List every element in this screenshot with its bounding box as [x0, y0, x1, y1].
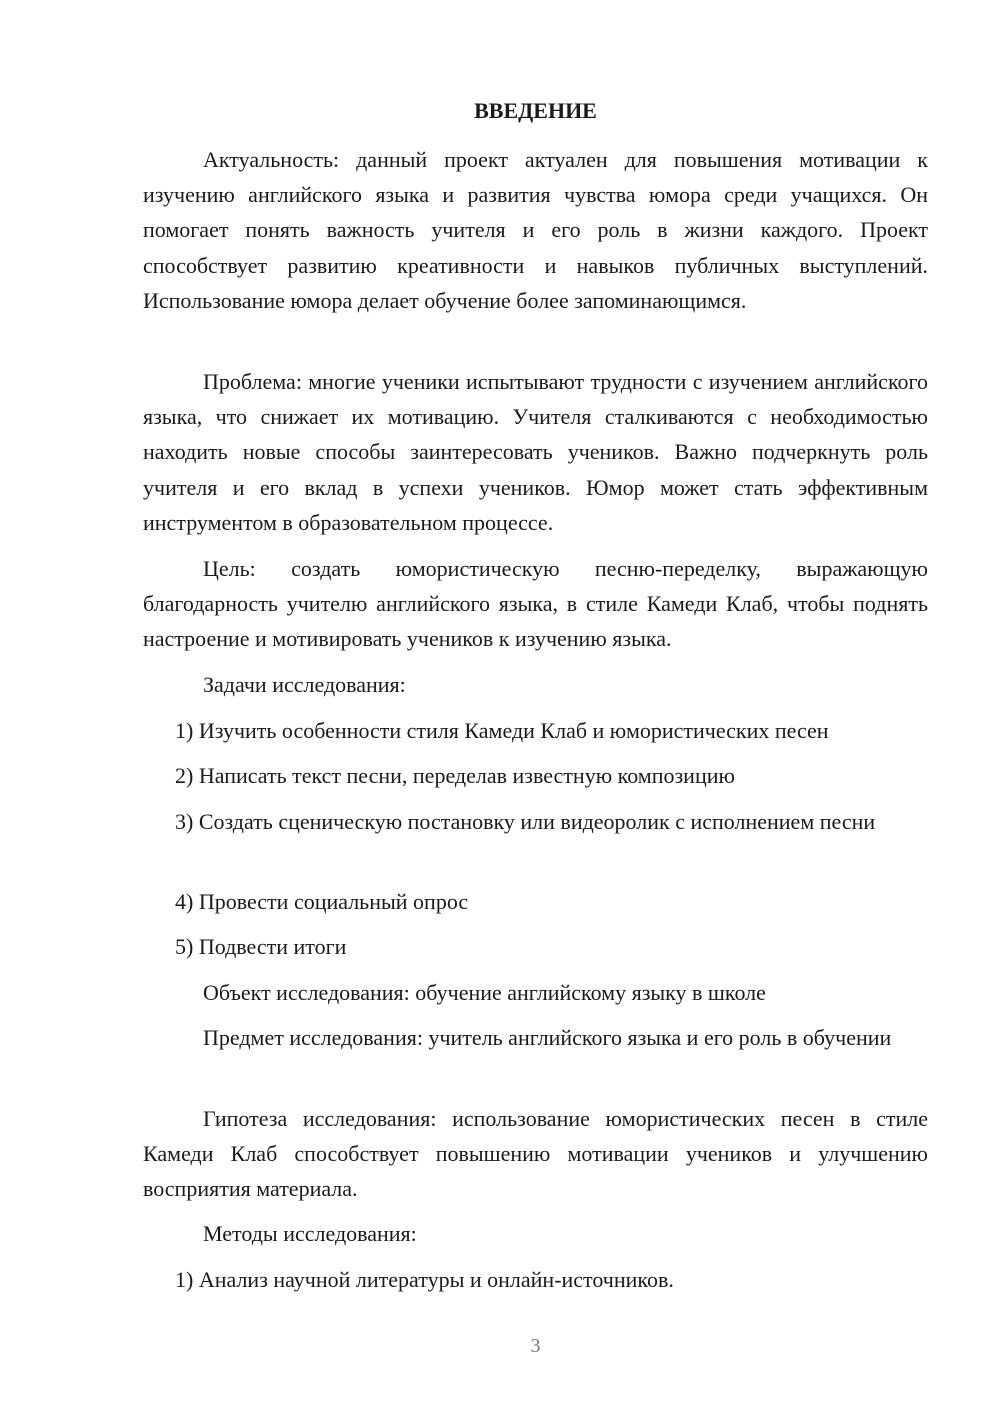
tasks-title: Задачи исследования:	[203, 672, 406, 697]
relevance-paragraph: Актуальность: данный проект актуален для повышения мотивации к изучению английского языка и развития чувства юмора среди учащихся. Он помогает понять важность учителя и его роль в жизни каждого. Проект способствует развитию креативности и навыков публичных выступлений. Использование юмора делает обучение более запоминающимся.	[143, 147, 928, 313]
methods-title: Методы исследования:	[203, 1221, 417, 1246]
document-page	[143, 0, 928, 1414]
subject-paragraph: Предмет исследования: учитель английского языка и его роль в обучении	[203, 1025, 892, 1050]
task-item-3: 3) Создать сценическую постановку или видеоролик с исполнением песни	[175, 809, 876, 834]
task-item-4: 4) Провести социальный опрос	[175, 889, 469, 914]
hypothesis-paragraph: Гипотеза исследования: использование юмористических песен в стиле Камеди Клаб способствует повышению мотивации учеников и улучшению восприятия материала.	[143, 1106, 928, 1202]
method-item-1: 1) Анализ научной литературы и онлайн-источников.	[175, 1267, 674, 1292]
task-item-1: 1) Изучить особенности стиля Камеди Клаб и юмористических песен	[175, 718, 829, 743]
task-item-5: 5) Подвести итоги	[175, 934, 347, 959]
goal-paragraph: Цель: создать юмористическую песню-переделку, выражающую благодарность учителю английского языка, в стиле Камеди Клаб, чтобы поднять настроение и мотивировать учеников к изучению языка.	[143, 556, 928, 652]
task-item-2: 2) Написать текст песни, переделав известную композицию	[175, 763, 735, 788]
problem-paragraph: Проблема: многие ученики испытывают трудности с изучением английского языка, что снижает их мотивацию. Учителя сталкиваются с необходимостью находить новые способы заинтересовать учеников. Важно подчеркнуть роль учителя и его вклад в успехи учеников. Юмор может стать эффективным инструментом в образовательном процессе.	[143, 369, 928, 535]
object-paragraph: Объект исследования: обучение английскому языку в школе	[203, 980, 766, 1005]
section-heading: ВВЕДЕНИЕ	[474, 98, 597, 123]
page-number: 3	[530, 1335, 541, 1357]
